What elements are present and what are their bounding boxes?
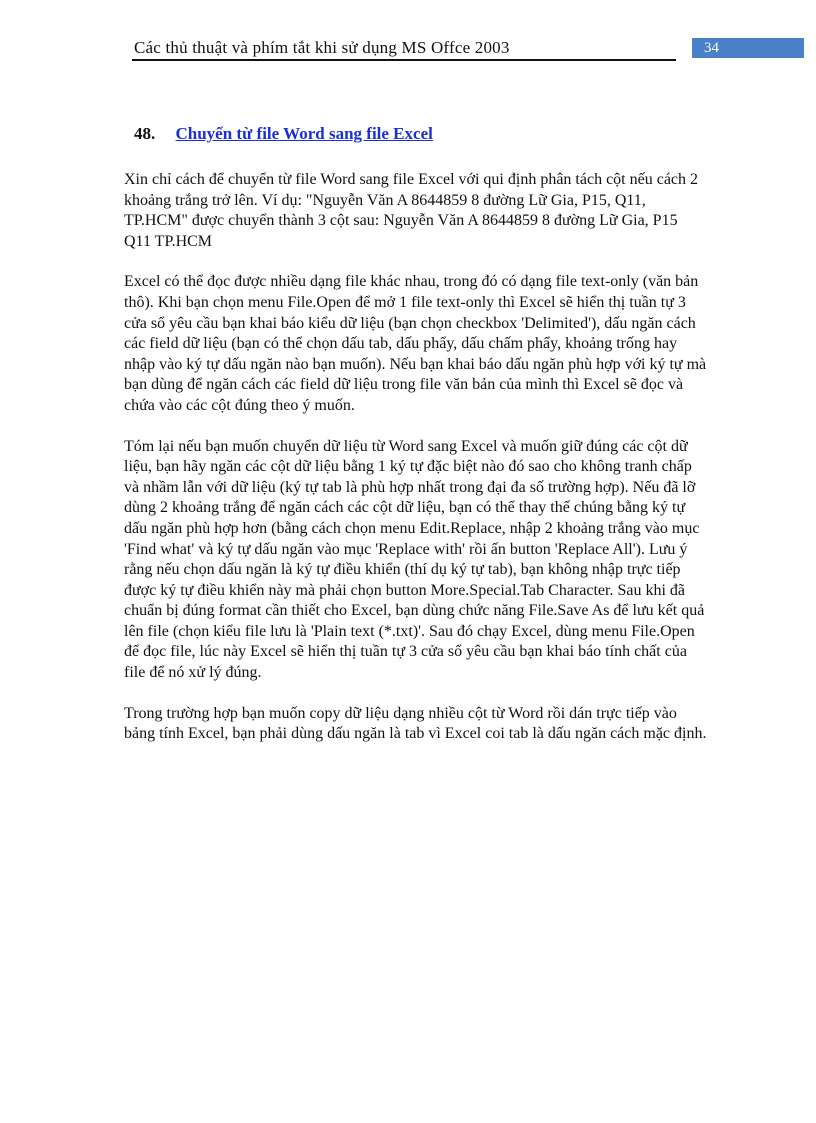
paragraph-summary: Tóm lại nếu bạn muốn chuyển dữ liệu từ Word sang Excel và muốn giữ đúng các cột dữ liệu, bạn hãy ngăn các cột dữ liệu bằng 1 ký tự đặc biệt nào đó sao cho không tranh chấp và nhầm lẫn với dữ liệu (ký tự tab là phù hợp nhất trong đại đa số trường hợp). Nếu đã lỡ dùng 2 khoảng trắng để ngăn cách các cột dữ liệu, bạn có thể thay thế chúng bằng ký tự dấu ngăn phù hợp hơn (bằng cách chọn menu Edit.Replace, nhập 2 khoảng trắng vào mục 'Find what' và ký tự dấu ngăn vào mục 'Replace with' rồi ấn button 'Replace All'). Lưu ý rằng nếu chọn dấu ngăn là ký tự điều khiển (thí dụ ký tự tab), bạn không nhập trực tiếp được ký tự điều khiển này mà phải chọn button More.Special.Tab Character. Sau khi đã chuẩn bị đúng format cần thiết cho Excel, bạn dùng chức năng File.Save As để lưu kết quả lên file (chọn kiểu file lưu là 'Plain text (*.txt)'. Sau đó chạy Excel, dùng menu File.Open để đọc file, lúc này Excel sẽ hiển thị tuần tự 3 cửa sổ yêu cầu bạn khai báo tính chất của file để nó xử lý đúng.	[124, 437, 705, 682]
page-number-badge: 34	[692, 38, 804, 58]
page-header	[0, 0, 816, 70]
document-body	[124, 124, 708, 765]
paragraph-question: Xin chỉ cách để chuyển từ file Word sang file Excel với qui định phân tách cột nếu cách 2 khoảng trắng trở lên. Ví dụ: "Nguyễn Văn A 8644859 8 đường Lữ Gia, P15, Q11, TP.HCM" được chuyển thành 3 cột sau: Nguyễn Văn A 8644859 8 đường Lữ Gia, P15 Q11 TP.HCM	[124, 171, 699, 250]
section-number: 48.	[134, 124, 156, 143]
section-title-link[interactable]: Chuyển từ file Word sang file Excel	[175, 124, 433, 143]
section-heading	[134, 124, 708, 144]
header-title: Các thủ thuật và phím tắt khi sử dụng MS Offce 2003	[134, 38, 510, 57]
paragraph-excel-formats: Excel có thể đọc được nhiều dạng file khác nhau, trong đó có dạng file text-only (văn bản thô). Khi bạn chọn menu File.Open để mở 1 file text-only thì Excel sẽ hiển thị tuần tự 3 cửa sổ yêu cầu bạn khai báo kiểu dữ liệu (bạn chọn checkbox 'Delimited'), dấu ngăn cách các field dữ liệu (bạn có thể chọn dấu tab, dấu phẩy, dấu chấm phẩy, khoảng trống hay nhập vào ký tự dấu ngăn nào bạn muốn). Nếu bạn khai báo dấu ngăn phù hợp với ký tự mà bạn dùng để ngăn cách các field dữ liệu trong file văn bản của mình thì Excel sẽ đọc và chứa vào các cột đúng theo ý muốn.	[124, 273, 707, 414]
paragraph-copy-paste: Trong trường hợp bạn muốn copy dữ liệu dạng nhiều cột từ Word rồi dán trực tiếp vào bảng tính Excel, bạn phải dùng dấu ngăn là tab vì Excel coi tab là dấu ngăn cách mặc định.	[124, 704, 707, 743]
header-divider	[132, 59, 676, 61]
